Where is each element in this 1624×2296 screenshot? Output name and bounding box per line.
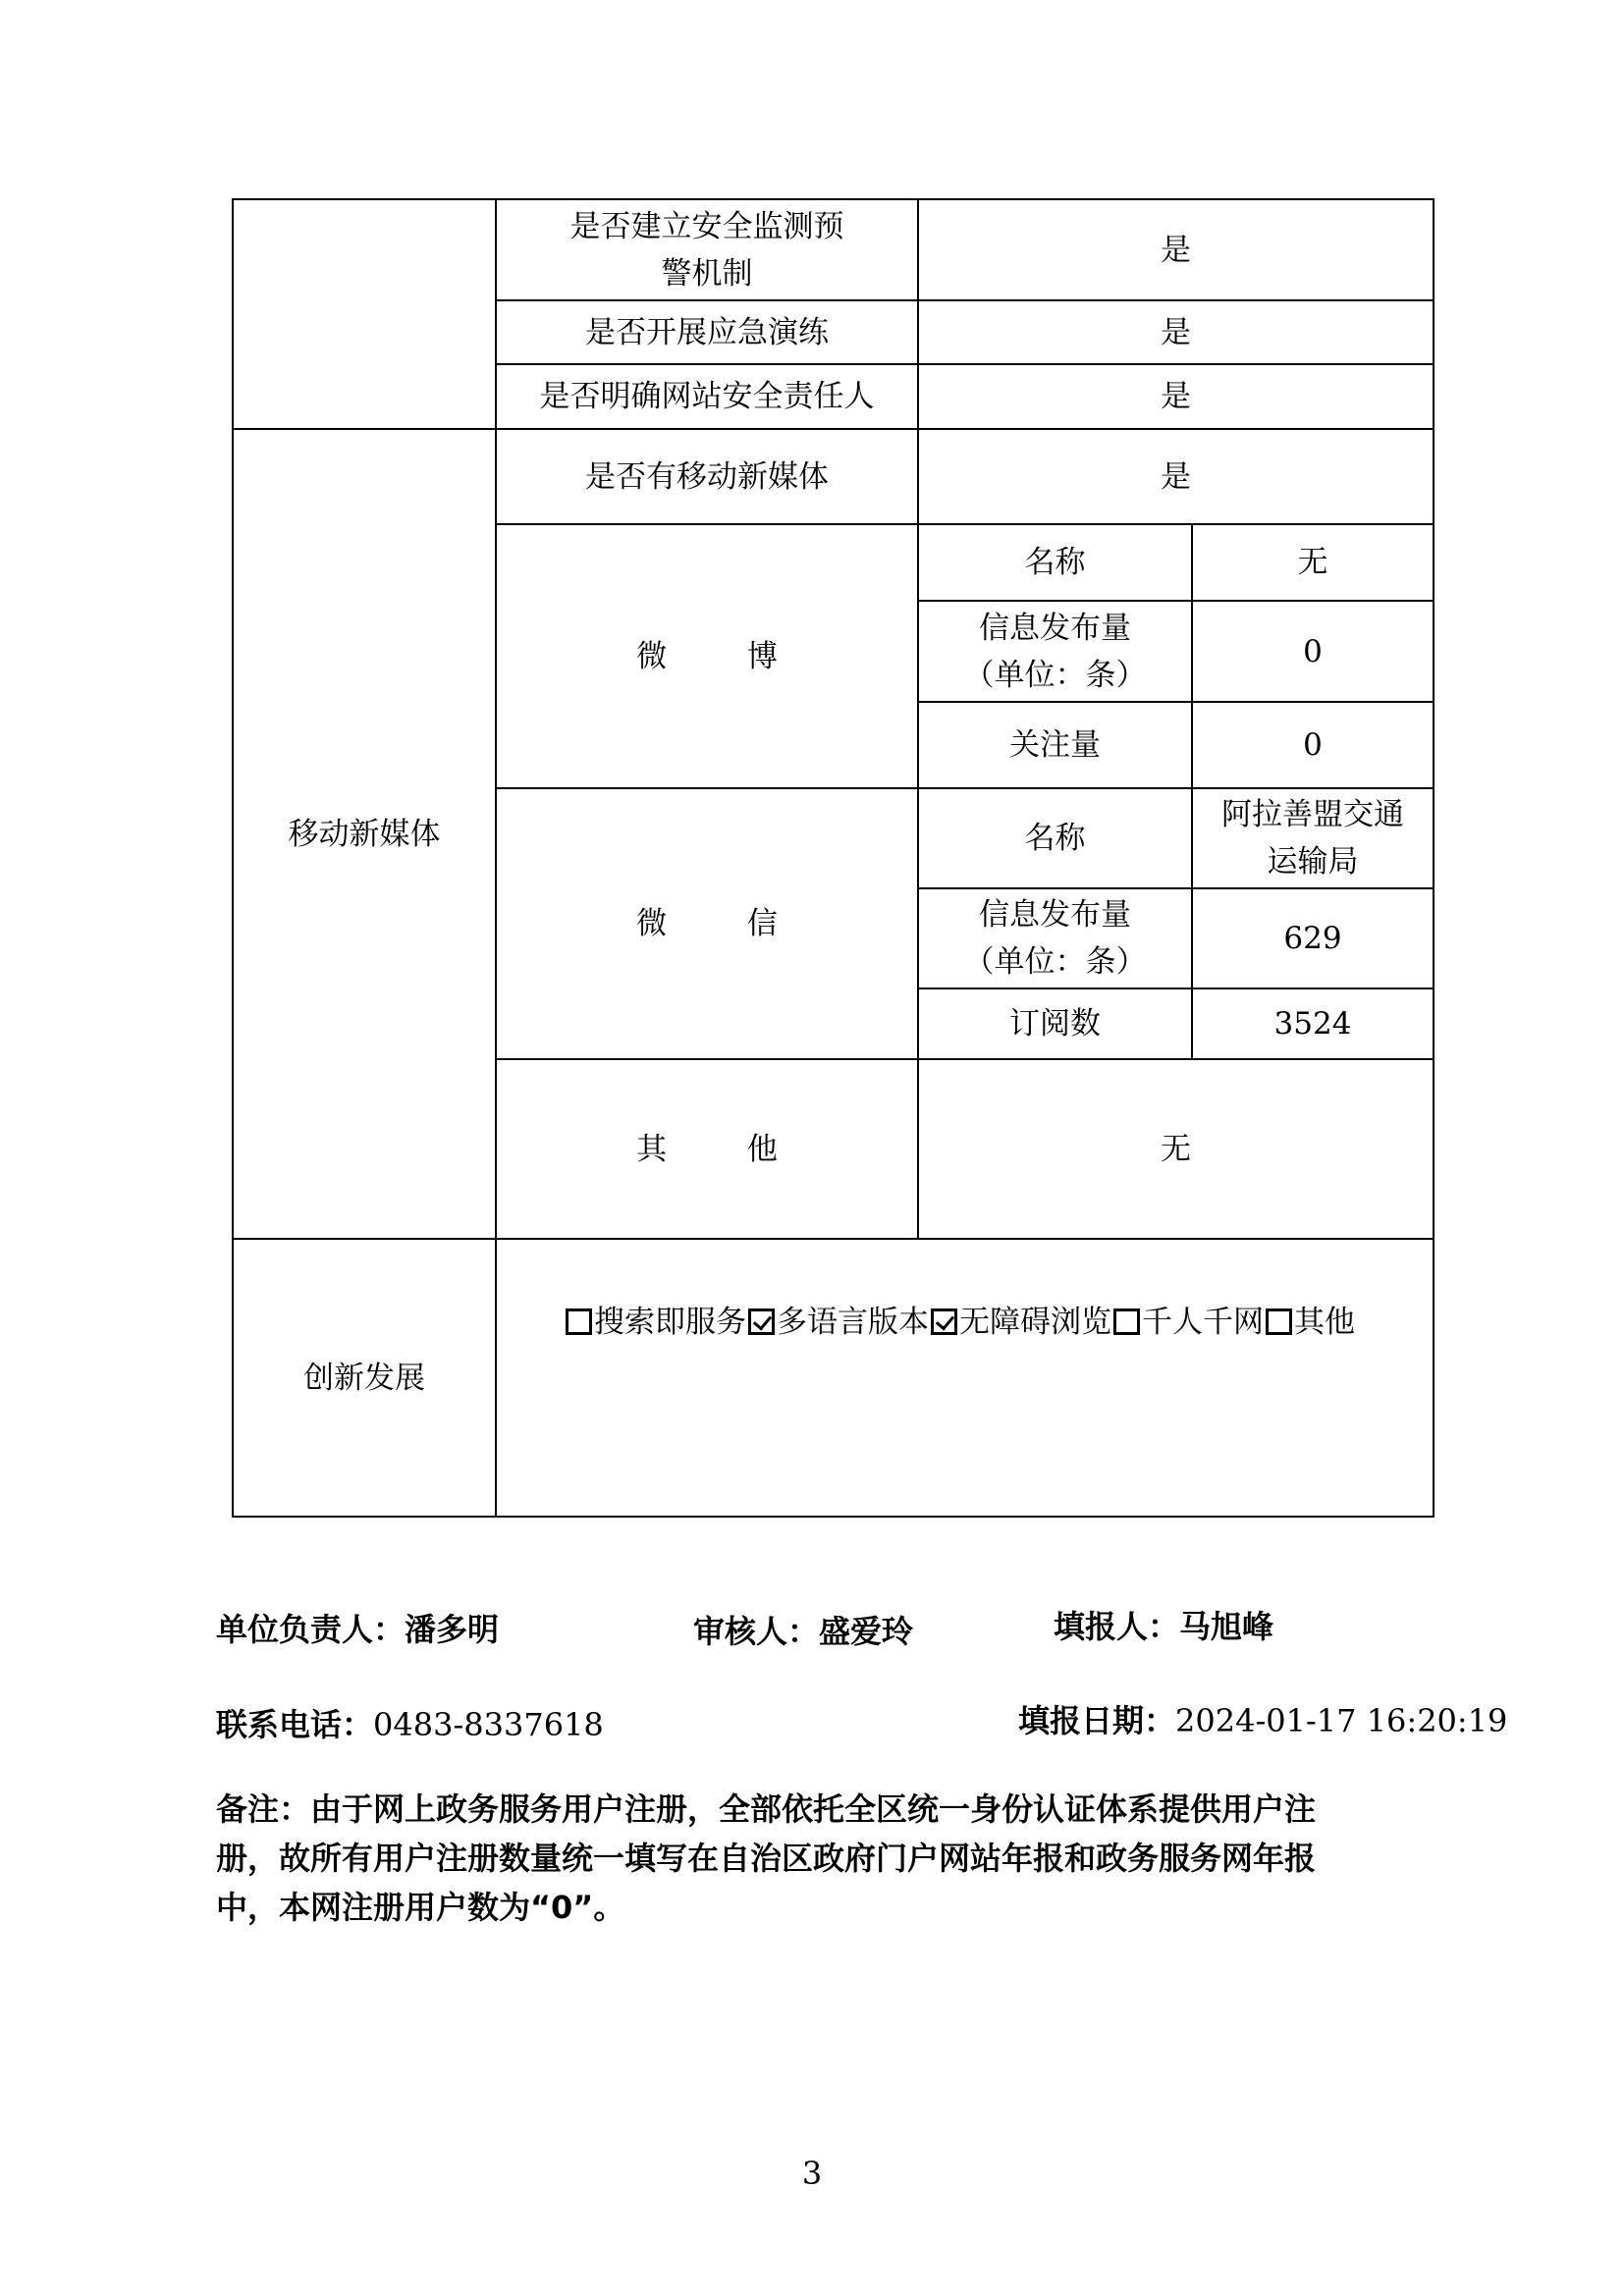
weibo-name-value: 无 <box>1192 524 1434 601</box>
innovation-label: 创新发展 <box>233 1239 496 1517</box>
checkbox-icon[interactable] <box>1113 1308 1140 1335</box>
option-personalized[interactable]: 千人千网 <box>1111 1305 1264 1340</box>
has-mobile-label: 是否有移动新媒体 <box>496 429 918 524</box>
security-section-cell <box>233 199 496 429</box>
option-other[interactable]: 其他 <box>1264 1305 1355 1340</box>
unit-head: 单位负责人：潘多明 <box>216 1611 500 1648</box>
row-label: 是否明确网站安全责任人 <box>496 364 918 429</box>
other-value: 无 <box>918 1059 1434 1239</box>
checkbox-checked-icon[interactable] <box>748 1308 775 1335</box>
row-label: 是否建立安全监测预警机制 <box>496 199 918 300</box>
weibo-posts-value: 0 <box>1192 601 1434 702</box>
weibo-posts-label: 信息发布量（单位：条） <box>918 601 1192 702</box>
filler: 填报人：马旭峰 <box>1054 1608 1274 1645</box>
wechat-name-label: 名称 <box>918 788 1192 888</box>
wechat-posts-label: 信息发布量（单位：条） <box>918 888 1192 988</box>
innovation-options <box>496 1239 1434 1517</box>
option-search-service[interactable]: 搜索即服务 <box>564 1305 746 1340</box>
wechat-posts-value: 629 <box>1192 888 1434 988</box>
row-value: 是 <box>918 364 1434 429</box>
wechat-name-value: 阿拉善盟交通运输局 <box>1192 788 1434 888</box>
wechat-subs-label: 订阅数 <box>918 988 1192 1059</box>
reviewer: 审核人：盛爱玲 <box>693 1613 914 1650</box>
page-number: 3 <box>801 2155 823 2192</box>
wechat-subs-value: 3524 <box>1192 988 1434 1059</box>
weibo-name-label: 名称 <box>918 524 1192 601</box>
checkbox-icon[interactable] <box>566 1308 592 1335</box>
checkbox-icon[interactable] <box>1266 1308 1292 1335</box>
has-mobile-value: 是 <box>918 429 1434 524</box>
fill-date: 填报日期：2024-01-17 16:20:19 <box>1018 1702 1508 1739</box>
report-table <box>232 198 1435 1518</box>
contact-phone: 联系电话：0483-8337618 <box>216 1706 604 1743</box>
weibo-followers-label: 关注量 <box>918 702 1192 788</box>
other-label: 其 他 <box>496 1059 918 1239</box>
option-accessibility[interactable]: 无障碍浏览 <box>929 1305 1111 1340</box>
remark-note: 备注：由于网上政务服务用户注册，全部依托全区统一身份认证体系提供用户注册，故所有用户注册数量统一填写在自治区政府门户网站年报和政务服务网年报中，本网注册用户数为“0”。 <box>216 1790 1317 1926</box>
option-multilingual[interactable]: 多语言版本 <box>746 1305 929 1340</box>
wechat-label: 微 信 <box>496 788 918 1059</box>
row-value: 是 <box>918 300 1434 364</box>
weibo-label: 微 博 <box>496 524 918 788</box>
mobile-section-label: 移动新媒体 <box>233 429 496 1239</box>
row-label: 是否开展应急演练 <box>496 300 918 364</box>
checkbox-checked-icon[interactable] <box>931 1308 957 1335</box>
row-value: 是 <box>918 199 1434 300</box>
weibo-followers-value: 0 <box>1192 702 1434 788</box>
